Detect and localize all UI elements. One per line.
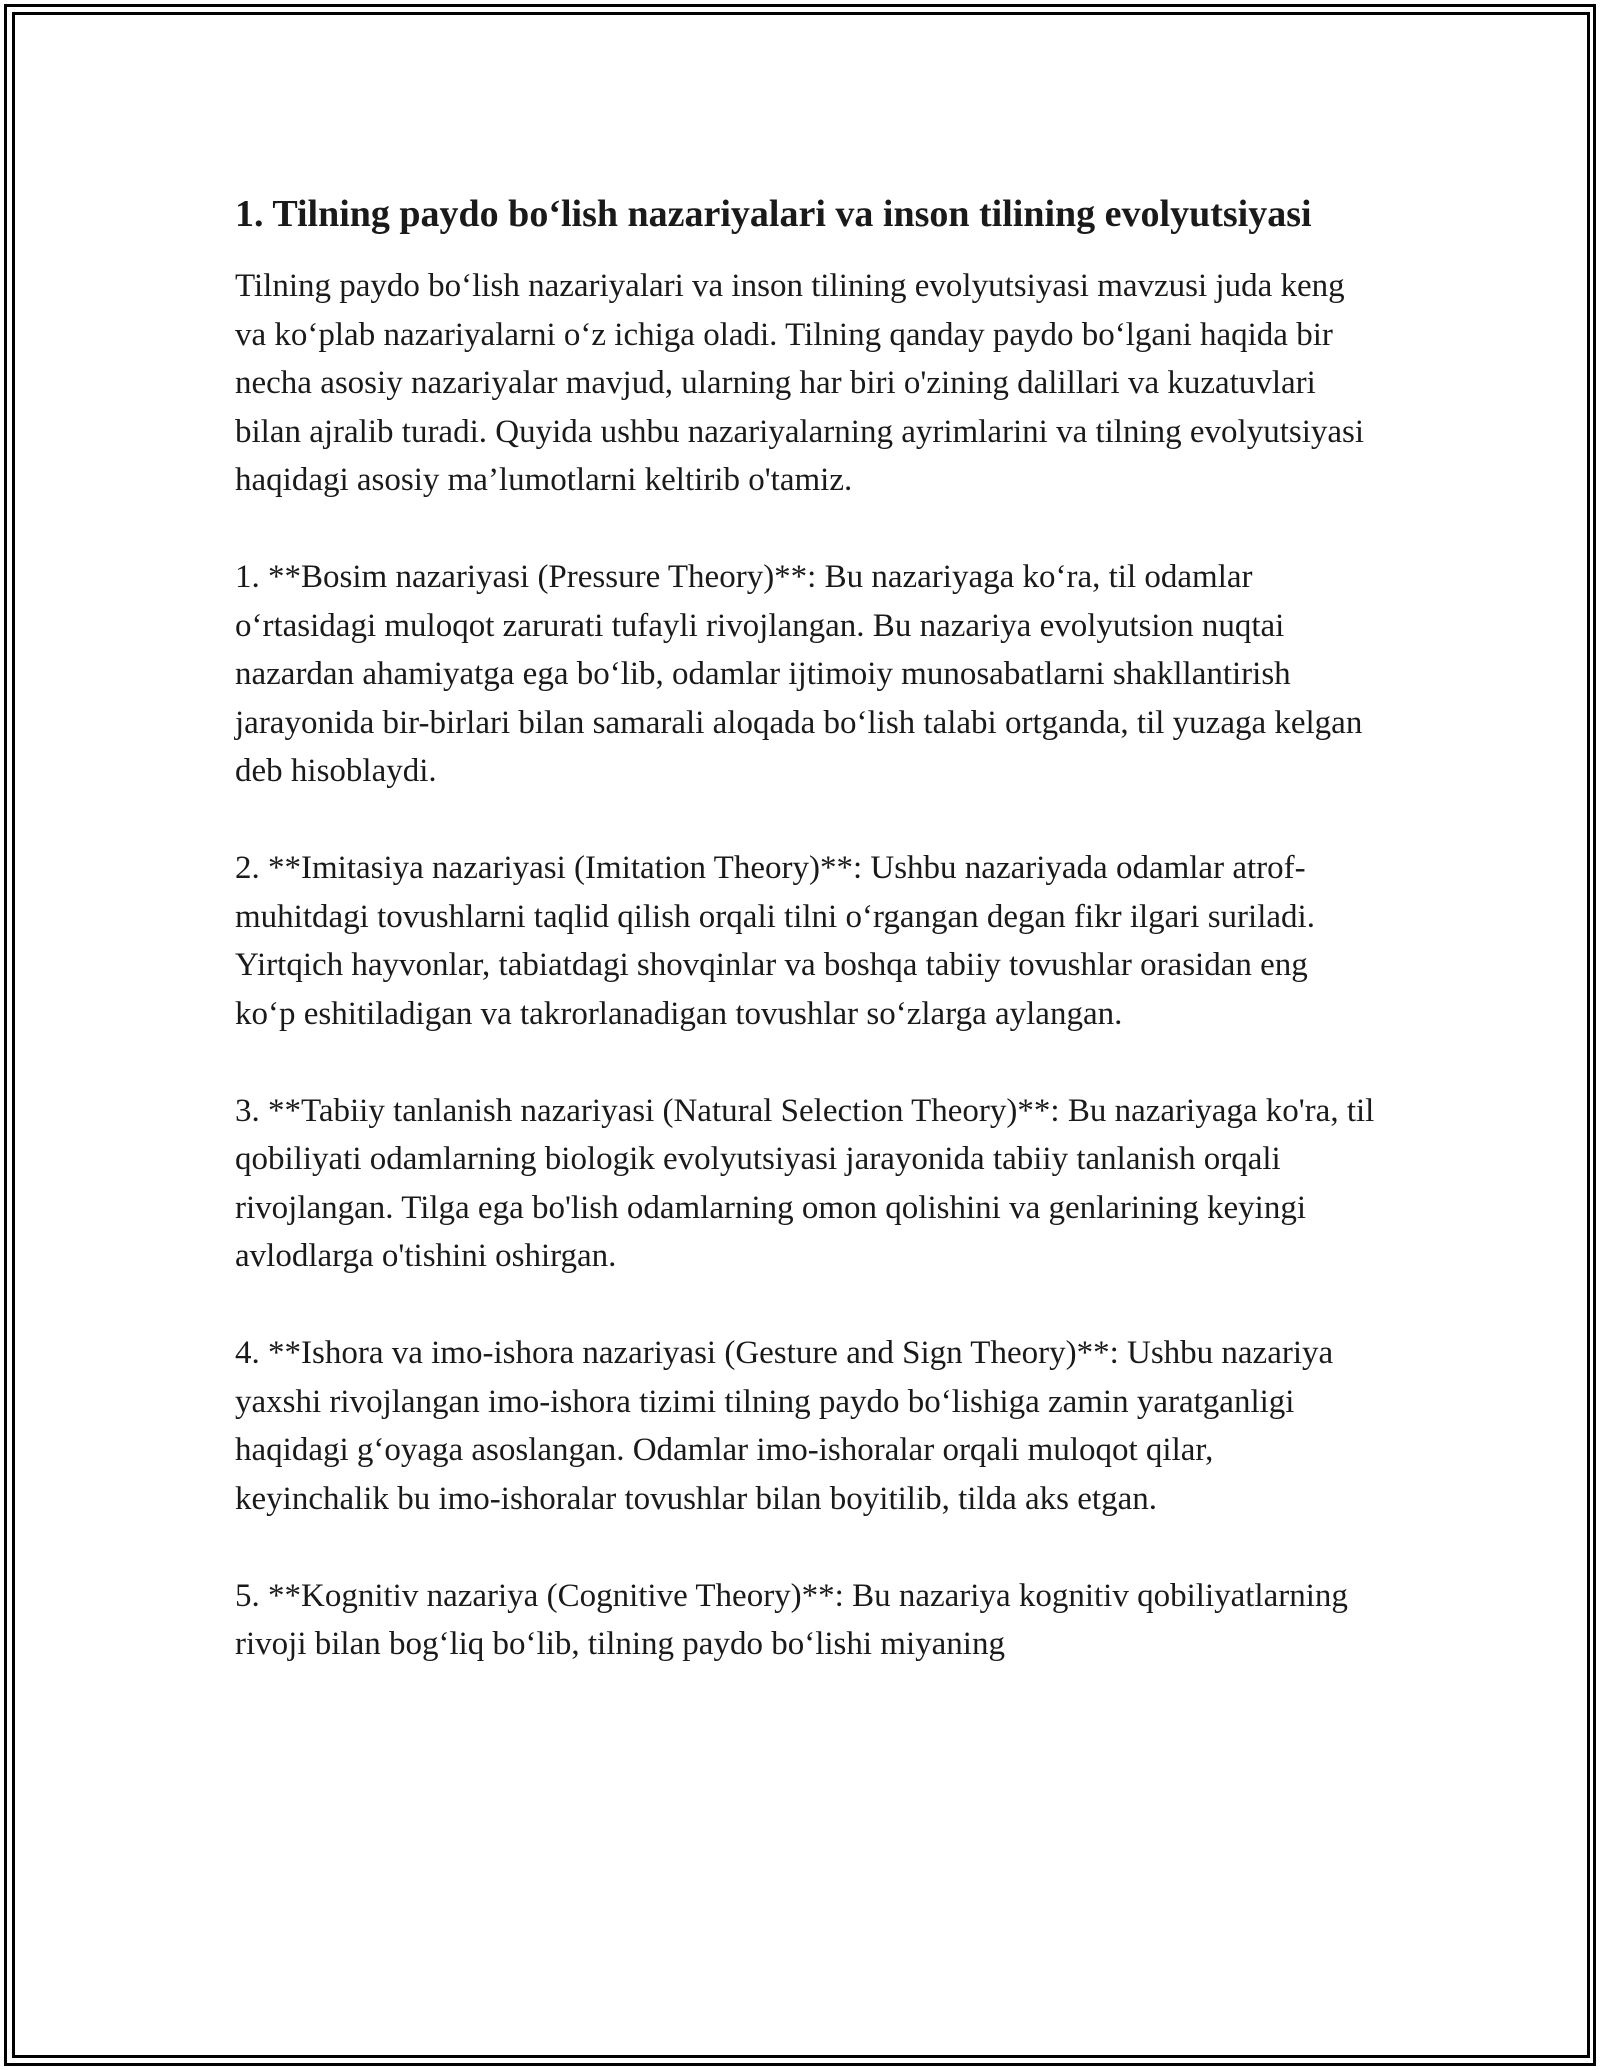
intro-paragraph: Tilning paydo bo‘lish nazariyalari va inson tilining evolyutsiyasi mavzusi juda keng va ko‘plab nazariyalarni o‘z ichiga oladi. Tilning qanday paydo bo‘lgani haqida bir necha asosiy nazariyalar mavjud, ularning har biri o'zining dalillari va kuzatuvlari bilan ajralib turadi. Quyida ushbu nazariyalarning ayrimlarini va tilning evolyutsiyasi haqidagi asosiy ma’lumotlarni keltirib o'tamiz. xyxy=(235,268,1365,498)
theory-paragraph-imitation: 2. **Imitasiya nazariyasi (Imitation Theory)**: Ushbu nazariyada odamlar atrof-muhitdagi tovushlarni taqlid qilish orqali tilni o‘rgangan degan fikr ilgari suriladi. Yirtqich hayvonlar, tabiatdagi shovqinlar va boshqa tabiiy tovushlar orasidan eng ko‘p eshitiladigan va takrorlanadigan tovushlar so‘zlarga aylangan. xyxy=(235,850,1315,1032)
document-body xyxy=(235,186,1375,1669)
theory-paragraph-gesture: 4. **Ishora va imo-ishora nazariyasi (Gesture and Sign Theory)**: Ushbu nazariya yaxshi rivojlangan imo-ishora tizimi tilning paydo bo‘lishiga zamin yaratganligi haqidagi g‘oyaga asoslangan. Odamlar imo-ishoralar orqali muloqot qilar, keyinchalik bu imo-ishoralar tovushlar bilan boyitilib, tilda aks etgan. xyxy=(235,1335,1334,1517)
theory-paragraph-natural-selection: 3. **Tabiiy tanlanish nazariyasi (Natural Selection Theory)**: Bu nazariyaga ko'ra, til qobiliyati odamlarning biologik evolyutsiyasi jarayonida tabiiy tanlanish orqali rivojlangan. Tilga ega bo'lish odamlarning omon qolishini va genlarining keyingi avlodlarga o'tishini oshirgan. xyxy=(235,1092,1375,1274)
theory-paragraph-pressure: 1. **Bosim nazariyasi (Pressure Theory)**: Bu nazariyaga ko‘ra, til odamlar o‘rtasidagi muloqot zarurati tufayli rivojlangan. Bu nazariya evolyutsion nuqtai nazardan ahamiyatga ega bo‘lib, odamlar ijtimoiy munosabatlarni shakllantirish jarayonida bir-birlari bilan samarali aloqada bo‘lish talabi ortganda, til yuzaga kelgan deb hisoblaydi. xyxy=(235,559,1363,789)
theory-paragraph-cognitive: 5. **Kognitiv nazariya (Cognitive Theory)**: Bu nazariya kognitiv qobiliyatlarning rivoji bilan bog‘liq bo‘lib, tilning paydo bo‘lishi miyaning xyxy=(235,1577,1348,1662)
document-title: 1. Tilning paydo bo‘lish nazariyalari va inson tilining evolyutsiyasi xyxy=(235,193,1312,235)
